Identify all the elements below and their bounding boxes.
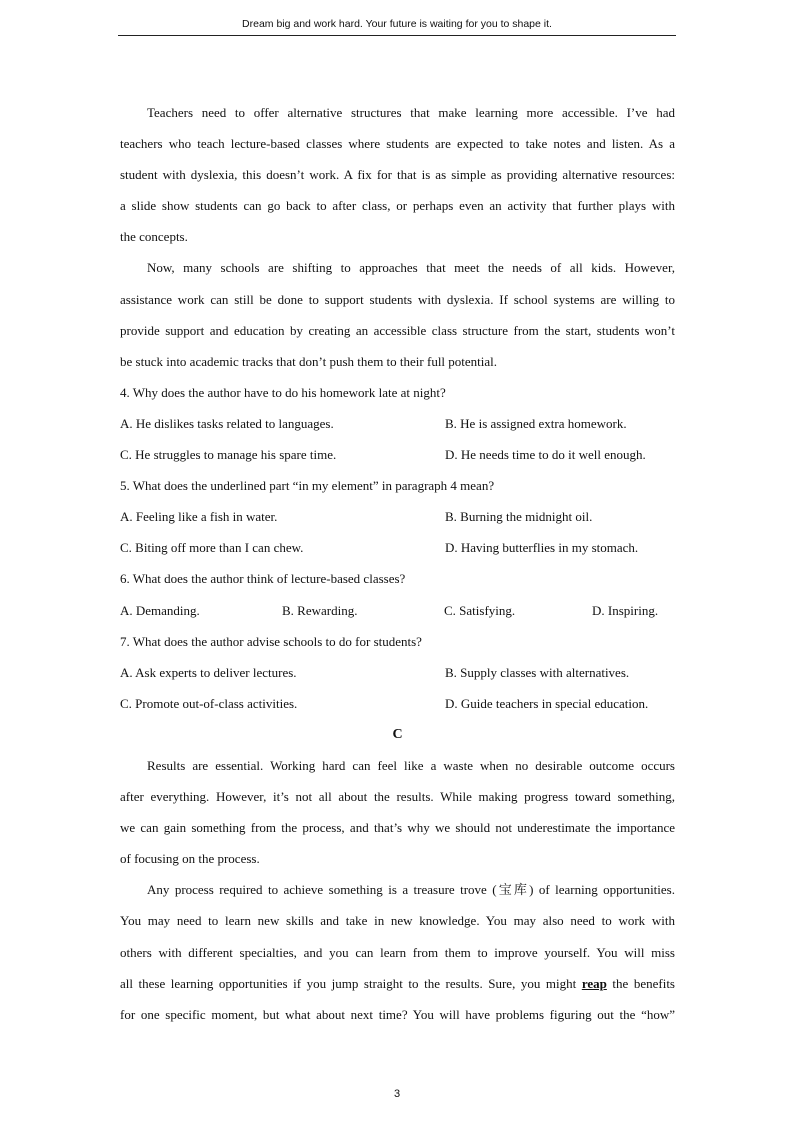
para1-line4: a slide show students can go back to after class, or perhaps even an activity that further plays with <box>120 198 675 214</box>
question-4-options-row1 <box>120 408 675 439</box>
q7-option-c: C. Promote out-of-class activities. <box>120 695 298 711</box>
q7-option-b: B. Supply classes with alternatives. <box>445 664 630 680</box>
q5-option-b: B. Burning the midnight oil. <box>445 509 593 525</box>
section-c-para1-line1: Results are essential. Working hard can feel like a waste when no desirable outcome occurs <box>147 757 675 773</box>
section-c-para2-line3: others with different specialties, and you can learn from them to improve yourself. You will miss <box>120 944 675 960</box>
section-c-para2-line4-text: all these learning opportunities if you jump straight to the results. Sure, you might <box>120 975 582 991</box>
q5-option-d: D. Having butterflies in my stomach. <box>445 540 639 556</box>
page-number: 3 <box>393 1088 401 1100</box>
question-5-options-row2 <box>120 532 675 563</box>
para2-line4: be stuck into academic tracks that don’t push them to their full potential. <box>120 353 498 369</box>
q4-option-b: B. He is assigned extra homework. <box>445 415 627 431</box>
question-4-options-row2 <box>120 439 675 470</box>
question-7-stem: 7. What does the author advise schools to do for students? <box>120 633 422 649</box>
para2-line1: Now, many schools are shifting to approaches that meet the needs of all kids. However, <box>147 260 675 276</box>
section-c-para1-line4: of focusing on the process. <box>120 851 260 867</box>
q4-option-d: D. He needs time to do it well enough. <box>445 447 646 463</box>
header-divider <box>118 35 676 36</box>
q5-option-a: A. Feeling like a fish in water. <box>120 509 278 525</box>
q6-option-a: A. Demanding. <box>120 602 200 618</box>
page-body <box>120 97 675 1030</box>
section-c-para2-line1: Any process required to achieve something is a treasure trove (宝库) of learning opportunities. <box>147 882 675 898</box>
underlined-word-reap: reap <box>581 975 607 991</box>
question-7-options-row2 <box>120 688 675 719</box>
q6-option-b: B. Rewarding. <box>282 602 358 618</box>
section-c-para1-line2: after everything. However, it’s not all about the results. While making progress toward something, <box>120 789 675 805</box>
para1-line1: Teachers need to offer alternative structures that make learning more accessible. I’ve had <box>147 105 675 120</box>
para1-line2: teachers who teach lecture-based classes where students are expected to take notes and listen. As a <box>120 136 675 152</box>
para2-line3: provide support and education by creating an accessible class structure from the start, students won’t <box>120 322 675 338</box>
section-c-heading: C <box>392 726 403 742</box>
question-6-options <box>120 595 675 626</box>
section-c-para2-line2: You may need to learn new skills and take in new knowledge. You may also need to work with <box>120 913 675 929</box>
page-header-motto: Dream big and work hard. Your future is waiting for you to shape it. <box>242 18 552 30</box>
q7-option-a: A. Ask experts to deliver lectures. <box>120 664 297 680</box>
question-7-options-row1 <box>120 657 675 688</box>
section-c-para2-line4 <box>120 968 675 999</box>
section-c-para2-line4-end: the benefits <box>606 975 675 991</box>
question-5-stem: 5. What does the underlined part “in my element” in paragraph 4 mean? <box>120 478 495 494</box>
para2-line2: assistance work can still be done to support students with dyslexia. If school systems are willing to <box>120 291 675 307</box>
q6-option-d: D. Inspiring. <box>592 602 659 618</box>
para1-line3: student with dyslexia, this doesn’t work. A fix for that is as simple as providing alternative resources: <box>120 167 675 183</box>
q4-option-a: A. He dislikes tasks related to languages. <box>120 415 334 431</box>
para1-line5: the concepts. <box>120 229 188 245</box>
q7-option-d: D. Guide teachers in special education. <box>445 695 649 711</box>
q4-option-c: C. He struggles to manage his spare time. <box>120 447 337 463</box>
q6-option-c: C. Satisfying. <box>444 602 516 618</box>
q5-option-c: C. Biting off more than I can chew. <box>120 540 304 556</box>
question-6-stem: 6. What does the author think of lecture-based classes? <box>120 571 406 587</box>
question-4-stem: 4. Why does the author have to do his homework late at night? <box>120 384 446 400</box>
question-5-options-row1 <box>120 501 675 532</box>
section-c-para2-line5: for one specific moment, but what about next time? You will have problems figuring out the “how” <box>120 1006 675 1022</box>
section-c-para1-line3: we can gain something from the process, and that’s why we should not underestimate the importance <box>120 820 675 836</box>
